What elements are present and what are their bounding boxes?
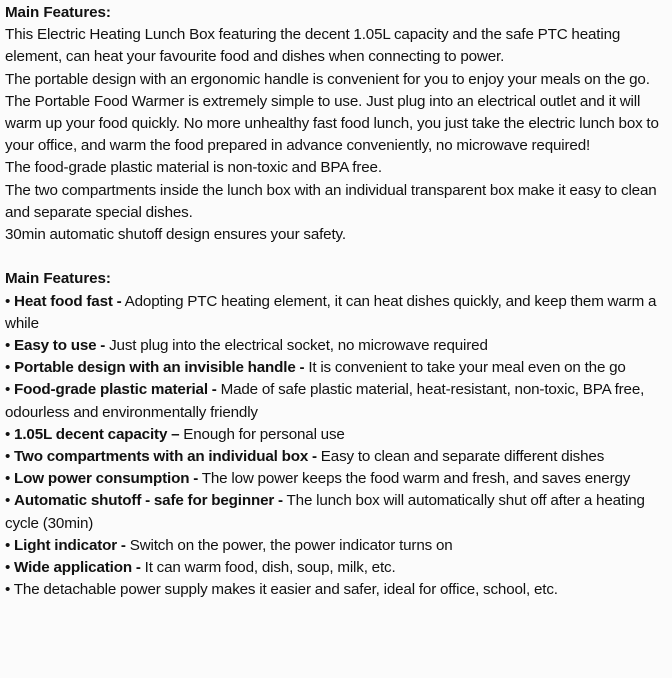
features-list-title: Main Features: [5,270,111,288]
section-divider-spacer [5,246,664,268]
feature-bullet-item [5,468,664,490]
feature-bullet-item [5,357,664,379]
feature-bullet-description: Adopting PTC heating element, it can heat dishes quickly, and keep them warm a while [5,292,657,332]
feature-bullet-label: Portable design with an invisible handle - [14,359,305,377]
feature-bullet-item [5,557,664,579]
bullet-point-icon: • [5,470,15,488]
bullet-point-icon: • [5,359,15,377]
feature-bullet-description: Just plug into the electrical socket, no microwave required [105,337,488,355]
feature-bullet-item [5,490,664,534]
feature-bullet-label: Automatic shutoff - safe for beginner - [14,492,283,510]
page-title: Main Features: [5,4,111,21]
feature-bullet-description: It is convenient to take your meal even on the go [304,359,626,377]
feature-bullet-description: Easy to clean and separate different dishes [316,448,605,466]
feature-bullet-item [5,446,664,468]
feature-bullet-item [5,579,664,601]
features-bullet-list [5,291,664,602]
bullet-point-icon: • [5,492,15,510]
feature-bullet-description: The detachable power supply makes it easier and safer, ideal for office, school, etc. [13,581,558,599]
bullet-point-icon: • [5,337,15,355]
overview-paragraph-6: 30min automatic shutoff design ensures your safety. [5,226,346,244]
feature-bullet-label: Low power consumption - [14,470,199,488]
overview-paragraph-4: The food-grade plastic material is non-toxic and BPA free. [5,159,382,177]
feature-bullet-label: Two compartments with an individual box - [14,448,317,466]
bullet-point-icon: • [5,448,15,466]
overview-paragraph-1: This Electric Heating Lunch Box featuring the decent 1.05L capacity and the safe PTC heating element, can heat your favourite food and dishes when connecting to power. [5,26,621,66]
bullet-point-icon: • [5,581,14,599]
bullet-point-icon: • [5,425,15,443]
bullet-point-icon: • [5,381,15,399]
feature-bullet-item [5,424,664,446]
feature-bullet-description: Enough for personal use [179,425,345,443]
feature-bullet-item [5,379,664,423]
feature-bullet-item [5,291,664,335]
features-section-overview [5,2,664,246]
feature-bullet-label: Heat food fast - [14,292,122,310]
feature-bullet-label: 1.05L decent capacity – [14,425,180,443]
bullet-point-icon: • [5,559,15,577]
bullet-point-icon: • [5,536,15,554]
feature-bullet-description: The low power keeps the food warm and fresh, and saves energy [198,470,631,488]
feature-bullet-description: Made of safe plastic material, heat-resistant, non-toxic, BPA free, odourless and environmentally friendly [5,381,645,421]
feature-bullet-description: It can warm food, dish, soup, milk, etc. [140,559,396,577]
feature-bullet-label: Easy to use - [14,337,106,355]
feature-bullet-label: Wide application - [14,559,141,577]
features-section-bullets [5,268,664,601]
feature-bullet-description: Switch on the power, the power indicator turns on [125,536,453,554]
feature-bullet-label: Light indicator - [14,536,126,554]
feature-bullet-item [5,535,664,557]
feature-bullet-label: Food-grade plastic material - [14,381,217,399]
overview-paragraph-2: The portable design with an ergonomic handle is convenient for you to enjoy your meals on the go. [5,70,650,88]
bullet-point-icon: • [5,292,15,310]
overview-paragraph-3: The Portable Food Warmer is extremely simple to use. Just plug into an electrical outlet and it will warm up your food quickly. No more unhealthy fast food lunch, you just take the electric lunch box to your office, and warm the food prepared in advance conveniently, no microwave required! [5,92,659,155]
overview-paragraph-5: The two compartments inside the lunch box with an individual transparent box make it easy to clean and separate special dishes. [5,181,657,221]
feature-bullet-item [5,335,664,357]
feature-bullet-description: The lunch box will automatically shut off after a heating cycle (30min) [5,492,645,532]
